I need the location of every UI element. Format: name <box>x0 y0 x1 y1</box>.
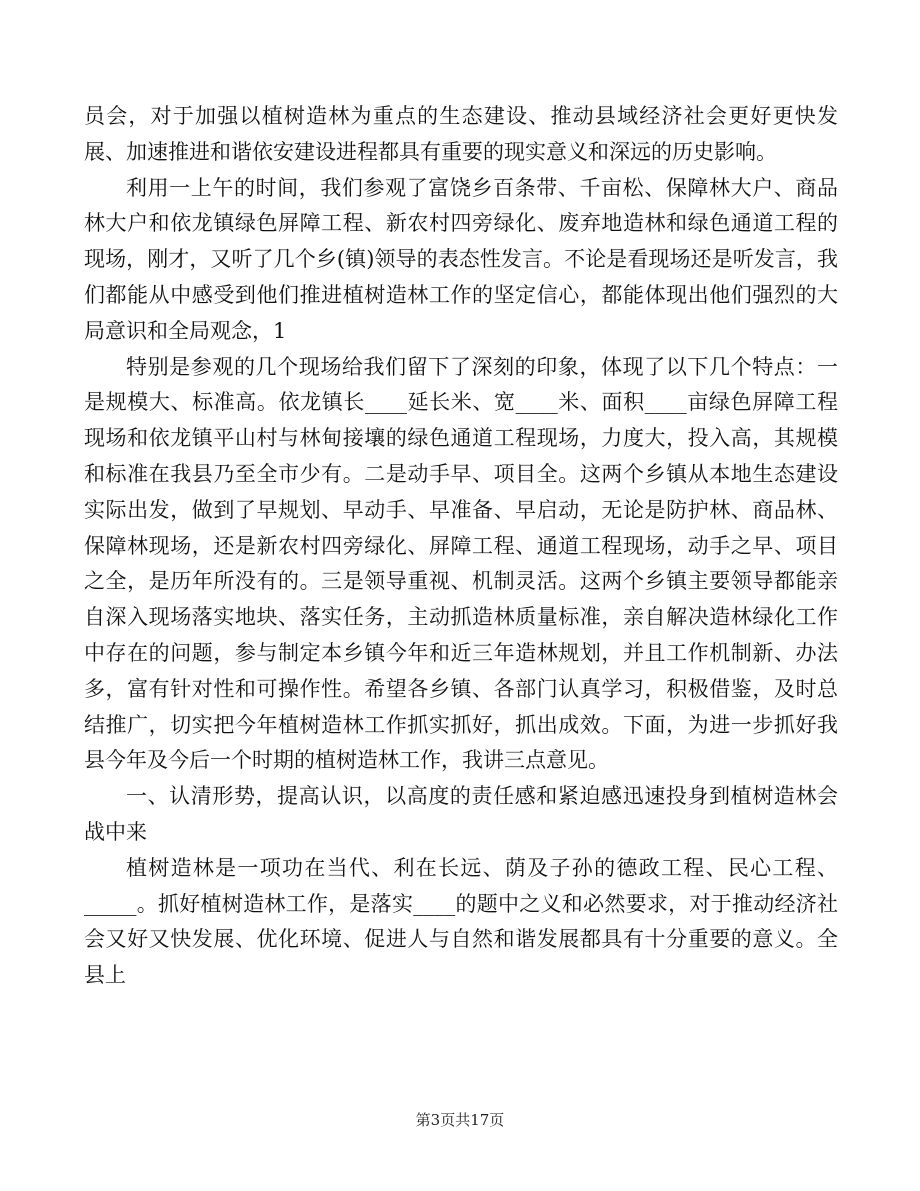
page-number-label: 第3页共17页 <box>415 1111 505 1129</box>
paragraph-4: 植树造林是一项功在当代、利在长远、荫及子孙的德政工程、民心工程、_____。抓好植树造林工作，是落实____的题中之义和必然要求，对于推动经济社会又好又快发展、优化环境、促进人与自然和谐发展都具有十分重要的意义。全县上 <box>84 855 838 988</box>
paragraph-1: 员会，对于加强以植树造林为重点的生态建设、推动县域经济社会更好更快发展、加速推进和谐依安建设进程都具有重要的现实意义和深远的历史影响。 <box>84 104 838 164</box>
document-body <box>84 99 838 994</box>
page-footer <box>0 1110 920 1130</box>
section-heading-1: 一、认清形势，提高认识，以高度的责任感和紧迫感迅速投身到植树造林会战中来 <box>84 784 838 844</box>
paragraph-3: 特别是参观的几个现场给我们留下了深刻的印象，体现了以下几个特点：一是规模大、标准高。依龙镇长____延长米、宽____米、面积____亩绿色屏障工程现场和依龙镇平山村与林甸接壤的绿色通道工程现场，力度大，投入高，其规模和标准在我县乃至全市少有。二是动手早、项目全。这两个乡镇从本地生态建设实际出发，做到了早规划、早动手、早准备、早启动，无论是防护林、商品林、保障林现场，还是新农村四旁绿化、屏障工程、通道工程现场，动手之早、项目之全，是历年所没有的。三是领导重视、机制灵活。这两个乡镇主要领导都能亲自深入现场落实地块、落实任务，主动抓造林质量标准，亲自解决造林绿化工作中存在的问题，参与制定本乡镇今年和近三年造林规划，并且工作机制新、办法多，富有针对性和可操作性。希望各乡镇、各部门认真学习，积极借鉴，及时总结推广，切实把今年植树造林工作抓实抓好，抓出成效。下面，为进一步抓好我县今年及今后一个时期的植树造林工作，我讲三点意见。 <box>84 354 838 773</box>
paragraph-2: 利用一上午的时间，我们参观了富饶乡百条带、千亩松、保障林大户、商品林大户和依龙镇绿色屏障工程、新农村四旁绿化、废弃地造林和绿色通道工程的现场，刚才，又听了几个乡(镇)领导的表态性发言。不论是看现场还是听发言，我们都能从中感受到他们推进植树造林工作的坚定信心，都能体现出他们强烈的大局意识和全局观念，1 <box>84 175 838 343</box>
